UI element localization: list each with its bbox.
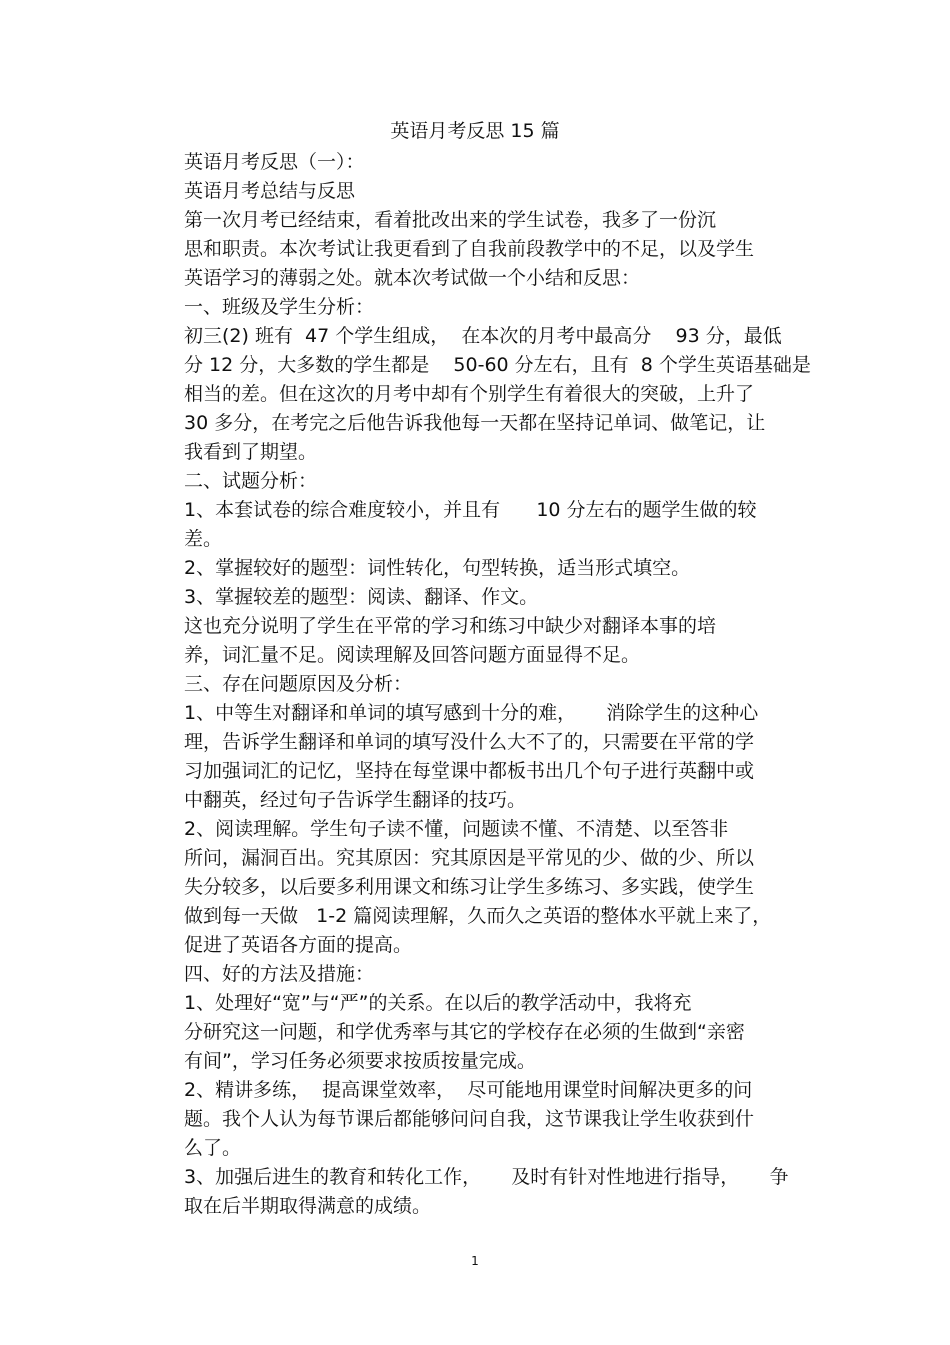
paragraph-line: 失分较多，以后要多利用课文和练习让学生多练习、多实践，使学生	[184, 876, 755, 898]
paragraph-line: 四、好的方法及措施：	[184, 963, 375, 985]
paragraph	[139, 989, 819, 1076]
paragraph-line: 英语学习的薄弱之处。就本次考试做一个小结和反思：	[184, 267, 641, 289]
paragraph-line: 二、试题分析：	[184, 470, 318, 492]
paragraph	[139, 1076, 819, 1163]
paragraph-line: 2、精讲多练， 提高课堂效率， 尽可能地用课堂时间解决更多的问	[184, 1079, 753, 1101]
paragraph-line: 中翻英，经过句子告诉学生翻译的技巧。	[184, 789, 527, 811]
paragraph	[139, 815, 819, 960]
paragraph-line: 么了。	[184, 1137, 242, 1159]
paragraph-line: 理，告诉学生翻译和单词的填写没什么大不了的，只需要在平常的学	[184, 731, 755, 753]
paragraph-line: 所问，漏洞百出。究其原因：究其原因是平常见的少、做的少、所以	[184, 847, 755, 869]
paragraph	[139, 583, 819, 612]
paragraph-line: 分 12 分，大多数的学生都是 50-60 分左右，且有 8 个学生英语基础是	[184, 354, 811, 376]
paragraph-line: 3、加强后进生的教育和转化工作， 及时有针对性地进行指导， 争	[184, 1166, 789, 1188]
page-title: 英语月考反思 15 篇	[390, 120, 560, 142]
paragraph-line: 1、处理好“宽”与“严”的关系。在以后的教学活动中，我将充	[184, 992, 692, 1014]
paragraph	[139, 148, 819, 177]
paragraph-line: 取在后半期取得满意的成绩。	[184, 1195, 432, 1217]
paragraph-line: 3、掌握较差的题型：阅读、翻译、作文。	[184, 586, 539, 608]
paragraph	[139, 960, 819, 989]
paragraph-line: 30 多分，在考完之后他告诉我他每一天都在坚持记单词、做笔记，让	[184, 412, 766, 434]
paragraph-line: 英语月考反思（一）：	[184, 151, 365, 173]
paragraph	[139, 177, 819, 206]
paragraph	[139, 496, 819, 554]
paragraph-line: 三、存在问题原因及分析：	[184, 673, 413, 695]
paragraph	[139, 206, 819, 293]
paragraph	[139, 670, 819, 699]
paragraph-line: 思和职责。本次考试让我更看到了自我前段教学中的不足，以及学生	[184, 238, 755, 260]
paragraph-line: 分研究这一问题，和学优秀率与其它的学校存在必须的生做到“亲密	[184, 1021, 745, 1043]
paragraph-line: 养，词汇量不足。阅读理解及回答问题方面显得不足。	[184, 644, 641, 666]
paragraph-line: 2、阅读理解。学生句子读不懂，问题读不懂、不清楚、以至答非	[184, 818, 729, 840]
paragraph-line: 1、中等生对翻译和单词的填写感到十分的难， 消除学生的这种心	[184, 702, 759, 724]
paragraph-line: 一、班级及学生分析：	[184, 296, 375, 318]
paragraph	[139, 612, 819, 670]
paragraph-line: 促进了英语各方面的提高。	[184, 934, 413, 956]
paragraph	[139, 554, 819, 583]
paragraph-line: 我看到了期望。	[184, 441, 318, 463]
paragraph-line: 这也充分说明了学生在平常的学习和练习中缺少对翻译本事的培	[184, 615, 717, 637]
paragraph-line: 1、本套试卷的综合难度较小，并且有 10 分左右的题学生做的较	[184, 499, 757, 521]
page-number: 1	[471, 1254, 479, 1268]
paragraph-line: 做到每一天做 1-2 篇阅读理解，久而久之英语的整体水平就上来了，	[184, 905, 772, 927]
paragraph-line: 初三(2) 班有 47 个学生组成， 在本次的月考中最高分 93 分，最低	[184, 325, 782, 347]
paragraph-line: 差。	[184, 528, 223, 550]
paragraph-line: 有间”，学习任务必须要求按质按量完成。	[184, 1050, 536, 1072]
paragraph	[139, 1163, 819, 1221]
paragraph	[139, 467, 819, 496]
paragraph-line: 第一次月考已经结束，看着批改出来的学生试卷，我多了一份沉	[184, 209, 717, 231]
paragraph	[139, 699, 819, 815]
paragraph	[139, 293, 819, 322]
document-body	[139, 148, 819, 1221]
paragraph-line: 2、掌握较好的题型：词性转化，句型转换，适当形式填空。	[184, 557, 691, 579]
paragraph-line: 英语月考总结与反思	[184, 180, 356, 202]
paragraph-line: 相当的差。但在这次的月考中却有个别学生有着很大的突破，上升了	[184, 383, 755, 405]
paragraph-line: 题。我个人认为每节课后都能够问问自我，这节课我让学生收获到什	[184, 1108, 755, 1130]
paragraph-line: 习加强词汇的记忆，坚持在每堂课中都板书出几个句子进行英翻中或	[184, 760, 755, 782]
paragraph	[139, 322, 819, 467]
